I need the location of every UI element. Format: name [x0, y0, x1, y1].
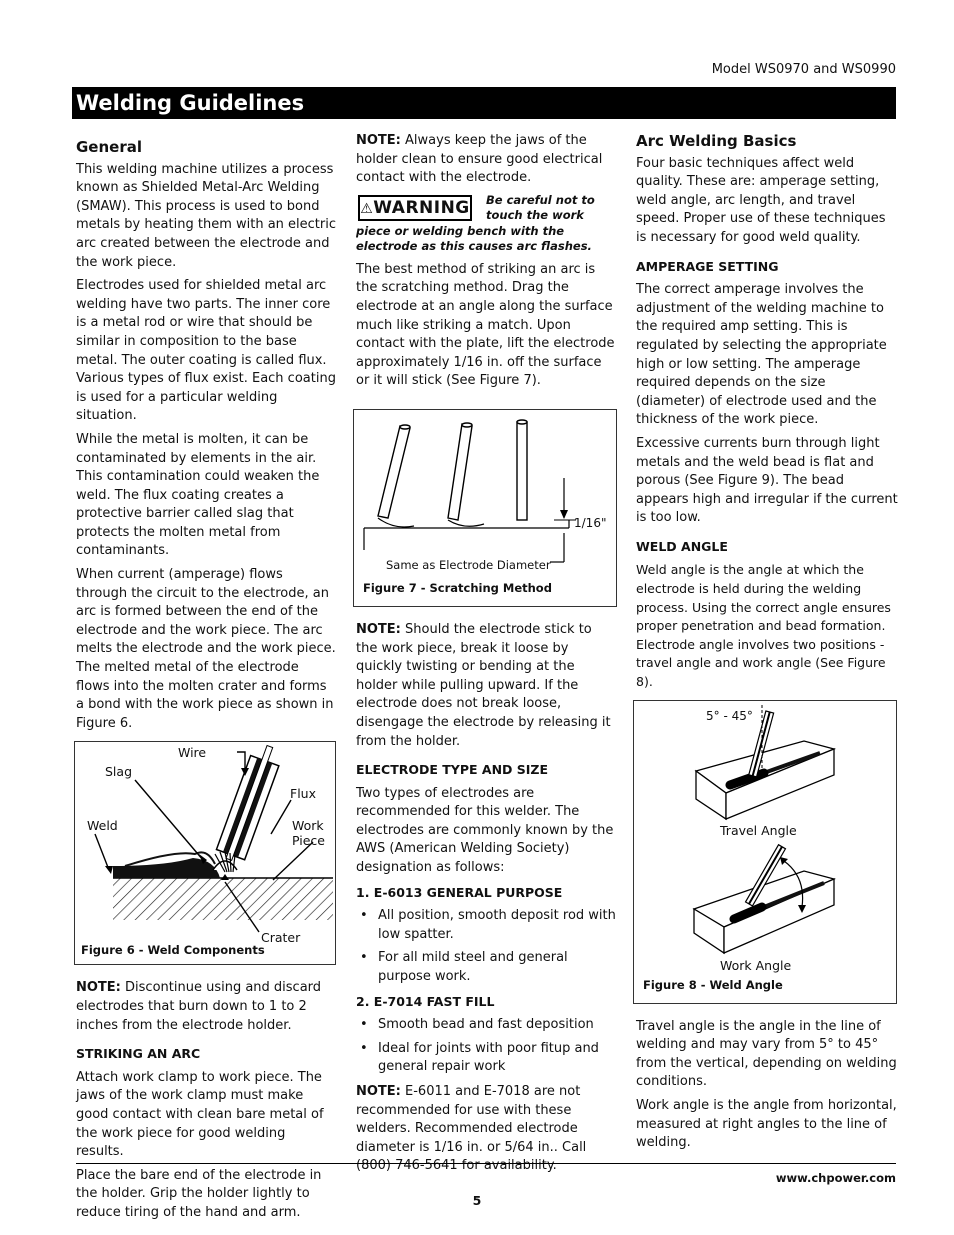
title-bar	[72, 87, 896, 119]
paragraph: Two types of electrodes are recommended for this welder. The electrodes are commonly known by the AWS (American Welding Society) designation as follows:	[356, 785, 614, 876]
note-text: Discontinue using and discard electrodes that burn down to 1 to 2 inches from the electrode holder.	[76, 980, 322, 1033]
model-number: Model WS0970 and WS0990	[711, 62, 896, 77]
paragraph: Weld angle is the angle at which the electrode is held during the welding process. Using the correct angle ensures proper penetration and bead formation. Electrode angle involves two positions - travel angle and work angle (See Figure 8).	[636, 562, 891, 690]
paragraph: Excessive currents burn through light metals and the weld bead is flat and porous (See Figure 9). The bead appears high and irregular if the current is too low.	[636, 435, 898, 526]
paragraph: Attach work clamp to work piece. The jaws of the work clamp must make good contact with clean bare metal of the work piece for good welding results.	[76, 1069, 324, 1160]
heading-striking-an-arc: STRIKING AN ARC	[76, 1046, 201, 1062]
figure-6-caption: Figure 6 - Weld Components	[81, 942, 265, 957]
note-text: Always keep the jaws of the holder clean to ensure good electrical contact with the electrode.	[356, 133, 603, 186]
figure-6	[74, 741, 336, 965]
label-crater: Crater	[261, 930, 301, 946]
paragraph: Work angle is the angle from horizontal, measured at right angles to the line of welding.	[636, 1098, 897, 1151]
heading-e7014: 2. E-7014 FAST FILL	[356, 993, 495, 1009]
note-label: NOTE:	[356, 133, 401, 148]
heading-weld-angle: WELD ANGLE	[636, 538, 728, 554]
heading-arc-welding-basics: Arc Welding Basics	[636, 132, 797, 150]
paragraph: Electrodes used for shielded metal arc welding have two parts. The inner core is a metal rod or wire that should be similar in composition to the base metal. The outer coating is called flux. Various types of flux exist. Each coating is used for a particular welding situation.	[76, 278, 336, 424]
paragraph: Four basic techniques affect weld quality. These are: amperage setting, weld angle, arc length, and travel speed. Proper use of these techniques is necessary for good weld quality.	[636, 155, 886, 245]
label-work-angle: Work Angle	[720, 957, 792, 973]
figure-7	[353, 409, 617, 607]
label-same-as-diameter: Same as Electrode Diameter	[386, 557, 551, 572]
list-item: • Ideal for joints with poor fitup and general repair work	[356, 1040, 616, 1077]
paragraph: This welding machine utilizes a process known as Shielded Metal-Arc Welding (SMAW). This process is used to bond metals by heating them with an electric arc created between the electrode and the work piece.	[76, 161, 336, 270]
list-item: • Smooth bead and fast deposition	[356, 1016, 616, 1035]
heading-electrode-type: ELECTRODE TYPE AND SIZE	[356, 762, 549, 778]
label-piece: Piece	[292, 833, 325, 849]
paragraph: Travel angle is the angle in the line of welding and may vary from 5° to 45° from the vertical, depending on welding conditions.	[636, 1018, 897, 1090]
heading-amperage-setting: AMPERAGE SETTING	[636, 258, 779, 274]
note	[356, 621, 616, 751]
list-item: • All position, smooth deposit rod with low spatter.	[356, 907, 616, 944]
note-label: NOTE:	[76, 980, 121, 996]
label-dimension: 1/16"	[574, 515, 607, 530]
warning-text: Be careful not to touch the work piece or welding bench with the electrode as this causes arc flashes.	[356, 192, 595, 254]
label-wire: Wire	[178, 745, 207, 761]
column-1	[76, 132, 336, 1228]
label-slag: Slag	[105, 764, 133, 780]
note	[76, 979, 336, 1035]
paragraph: While the metal is molten, it can be contaminated by elements in the air. This contamination could weaken the weld. The flux coating creates a protective barrier called slag that protects the molten metal from contaminants.	[76, 431, 320, 559]
note-label: NOTE:	[356, 621, 401, 637]
paragraph: When current (amperage) flows through the circuit to the electrode, an arc is formed between the end of the electrode and the work piece. The arc melts the electrode and the work piece. The melted metal of the electrode flows into the molten crater and forms a bond with the work piece as shown in Figure 6.	[76, 567, 336, 731]
e7014-list	[356, 1016, 616, 1077]
heading-general: General	[76, 138, 142, 156]
warning-logo: ⚠WARNING	[358, 195, 472, 221]
note	[356, 132, 616, 188]
figure-7-caption: Figure 7 - Scratching Method	[363, 581, 552, 596]
note-label: NOTE:	[356, 1084, 401, 1099]
scratching-method-illustration	[354, 410, 616, 606]
label-work: Work	[292, 818, 324, 834]
figure-8	[633, 700, 897, 1004]
note-text: E-6011 and E-7018 are not recommended for use with these welders. Recommended electrode diameter is 1/16 in. or 5/64 in.. Call (800) 746-5641 for availability.	[356, 1084, 587, 1174]
paragraph: The correct amperage involves the adjustment of the welding machine to the required amp setting. This is regulated by selecting the appropriate high or low setting. The amperage required depends on the size (diameter) of electrode used and the thickness of the work piece.	[636, 282, 887, 428]
warning-box	[356, 193, 616, 255]
footer-divider	[76, 1163, 896, 1164]
paragraph: The best method of striking an arc is the scratching method. Drag the electrode at an angle along the surface much like striking a match. Upon contact with the plate, lift the electrode approximately 1/16 in. off the surface or it will stick (See Figure 7).	[356, 261, 615, 389]
label-weld: Weld	[87, 818, 118, 834]
figure-8-caption: Figure 8 - Weld Angle	[643, 978, 783, 993]
website-url: www.chpower.com	[775, 1171, 896, 1185]
label-travel-angle: Travel Angle	[720, 822, 797, 838]
column-3	[636, 132, 898, 1158]
heading-e6013: 1. E-6013 GENERAL PURPOSE	[356, 884, 563, 900]
column-2	[356, 132, 616, 1181]
note-text: Should the electrode stick to the work piece, break it loose by quickly twisting or bending at the holder while pulling upward. If the electrode does not break loose, disengage the electrode by releasing it from the holder.	[356, 621, 611, 749]
page-number: 5	[472, 1193, 482, 1208]
page-title: Welding Guidelines	[76, 91, 305, 115]
label-angle-range: 5° - 45°	[706, 708, 753, 723]
paragraph: Place the bare end of the electrode in the holder. Grip the holder lightly to reduce tiring of the hand and arm.	[76, 1167, 322, 1220]
list-item: • For all mild steel and general purpose work.	[356, 949, 616, 986]
e6013-list	[356, 907, 616, 986]
label-flux: Flux	[290, 786, 316, 802]
